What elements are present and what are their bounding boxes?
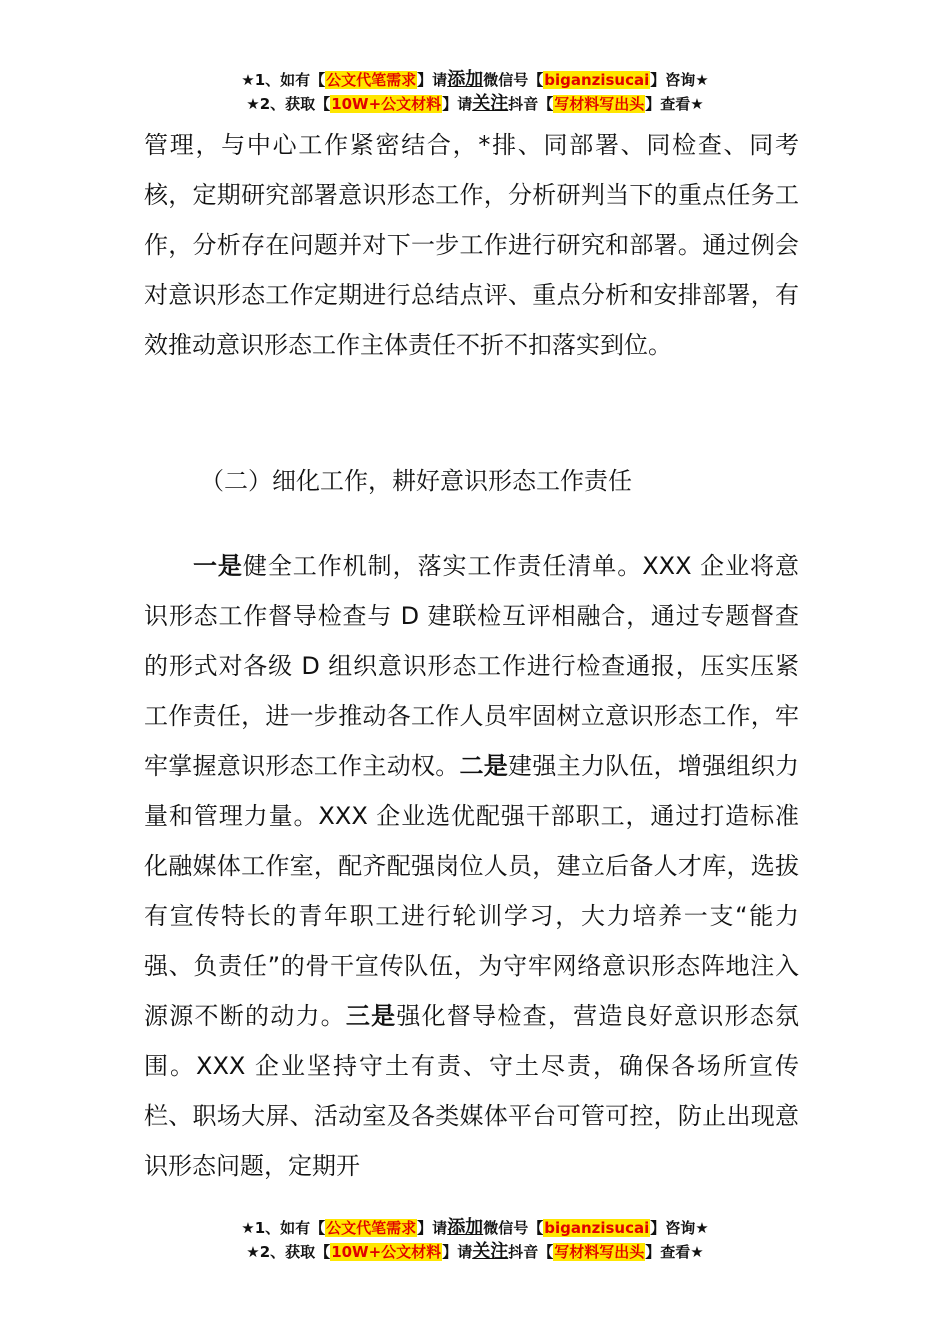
banner-emphasis: 关注 bbox=[472, 1241, 509, 1262]
bold-lead-2: 二是 bbox=[459, 752, 509, 780]
banner-text: ★1、如有【 bbox=[241, 1219, 326, 1237]
banner-emphasis: 添加 bbox=[447, 1217, 484, 1238]
bold-lead-3: 三是 bbox=[345, 1002, 397, 1030]
banner-highlight: 公文代笔需求 bbox=[326, 71, 417, 89]
banner-line-2 bbox=[0, 1240, 950, 1264]
banner-highlight: 公文代笔需求 bbox=[326, 1219, 417, 1237]
paragraph-text-2: 建强主力队伍，增强组织力量和管理力量。XXX 企业选优配强干部职工，通过打造标准化融媒体工作室，配齐配强岗位人员，建立后备人才库，选拔有宣传特长的青年职工进行轮训学习，大力培养一支“能力强、负责任”的骨干宣传队伍，为守牢网络意识形态阵地注入源源不断的动力。 bbox=[144, 752, 800, 1030]
banner-highlight: 写材料写出头 bbox=[554, 95, 645, 113]
banner-highlight: 写材料写出头 bbox=[554, 1243, 645, 1261]
banner-text: 】请 bbox=[417, 71, 448, 89]
banner-text: ★2、获取【 bbox=[246, 1243, 331, 1261]
banner-text: 抖音【 bbox=[508, 95, 554, 113]
paragraph-text-1: 健全工作机制，落实工作责任清单。XXX 企业将意识形态工作督导检查与 D 建联检互评相融合，通过专题督查的形式对各级 D 组织意识形态工作进行检查通报，压实压紧工作责任，进一步推动各工作人员牢固树立意识形态工作，牢牢掌握意识形态工作主动权。 bbox=[144, 552, 800, 780]
banner-text: 】咨询★ bbox=[650, 71, 709, 89]
header-banner bbox=[0, 68, 950, 116]
bold-lead-1: 一是 bbox=[192, 552, 243, 580]
banner-emphasis: 关注 bbox=[472, 93, 509, 114]
banner-text: 】咨询★ bbox=[650, 1219, 709, 1237]
footer-banner bbox=[0, 1216, 950, 1264]
banner-line-1 bbox=[0, 68, 950, 92]
banner-text: 】查看★ bbox=[645, 95, 704, 113]
banner-emphasis: 添加 bbox=[447, 69, 484, 90]
banner-highlight: 10W+公文材料 bbox=[331, 95, 442, 113]
section-heading: （二）细化工作，耕好意识形态工作责任 bbox=[200, 467, 632, 495]
banner-text: 】查看★ bbox=[645, 1243, 704, 1261]
banner-highlight: biganzisucai bbox=[544, 71, 650, 89]
paragraph-text-3: 强化督导检查，营造良好意识形态氛围。XXX 企业坚持守土有责、守土尽责，确保各场所宣传栏、职场大屏、活动室及各类媒体平台可管可控，防止出现意识形态问题，定期开 bbox=[144, 1002, 800, 1180]
banner-line-2 bbox=[0, 92, 950, 116]
banner-text: ★2、获取【 bbox=[246, 95, 331, 113]
banner-text: 】请 bbox=[417, 1219, 448, 1237]
banner-highlight: biganzisucai bbox=[544, 1219, 650, 1237]
banner-text: 】请 bbox=[442, 1243, 473, 1261]
banner-text: ★1、如有【 bbox=[241, 71, 326, 89]
banner-text: 抖音【 bbox=[508, 1243, 554, 1261]
banner-text: 】请 bbox=[442, 95, 473, 113]
banner-text: 微信号【 bbox=[483, 71, 544, 89]
banner-text: 微信号【 bbox=[483, 1219, 544, 1237]
banner-line-1 bbox=[0, 1216, 950, 1240]
paragraph-1: 管理，与中心工作紧密结合，*排、同部署、同检查、同考核，定期研究部署意识形态工作，分析研判当下的重点任务工作，分析存在问题并对下一步工作进行研究和部署。通过例会对意识形态工作定期进行总结点评、重点分析和安排部署，有效推动意识形态工作主体责任不折不扣落实到位。 bbox=[144, 131, 799, 359]
paragraph-2 bbox=[144, 541, 799, 1191]
banner-highlight: 10W+公文材料 bbox=[331, 1243, 442, 1261]
